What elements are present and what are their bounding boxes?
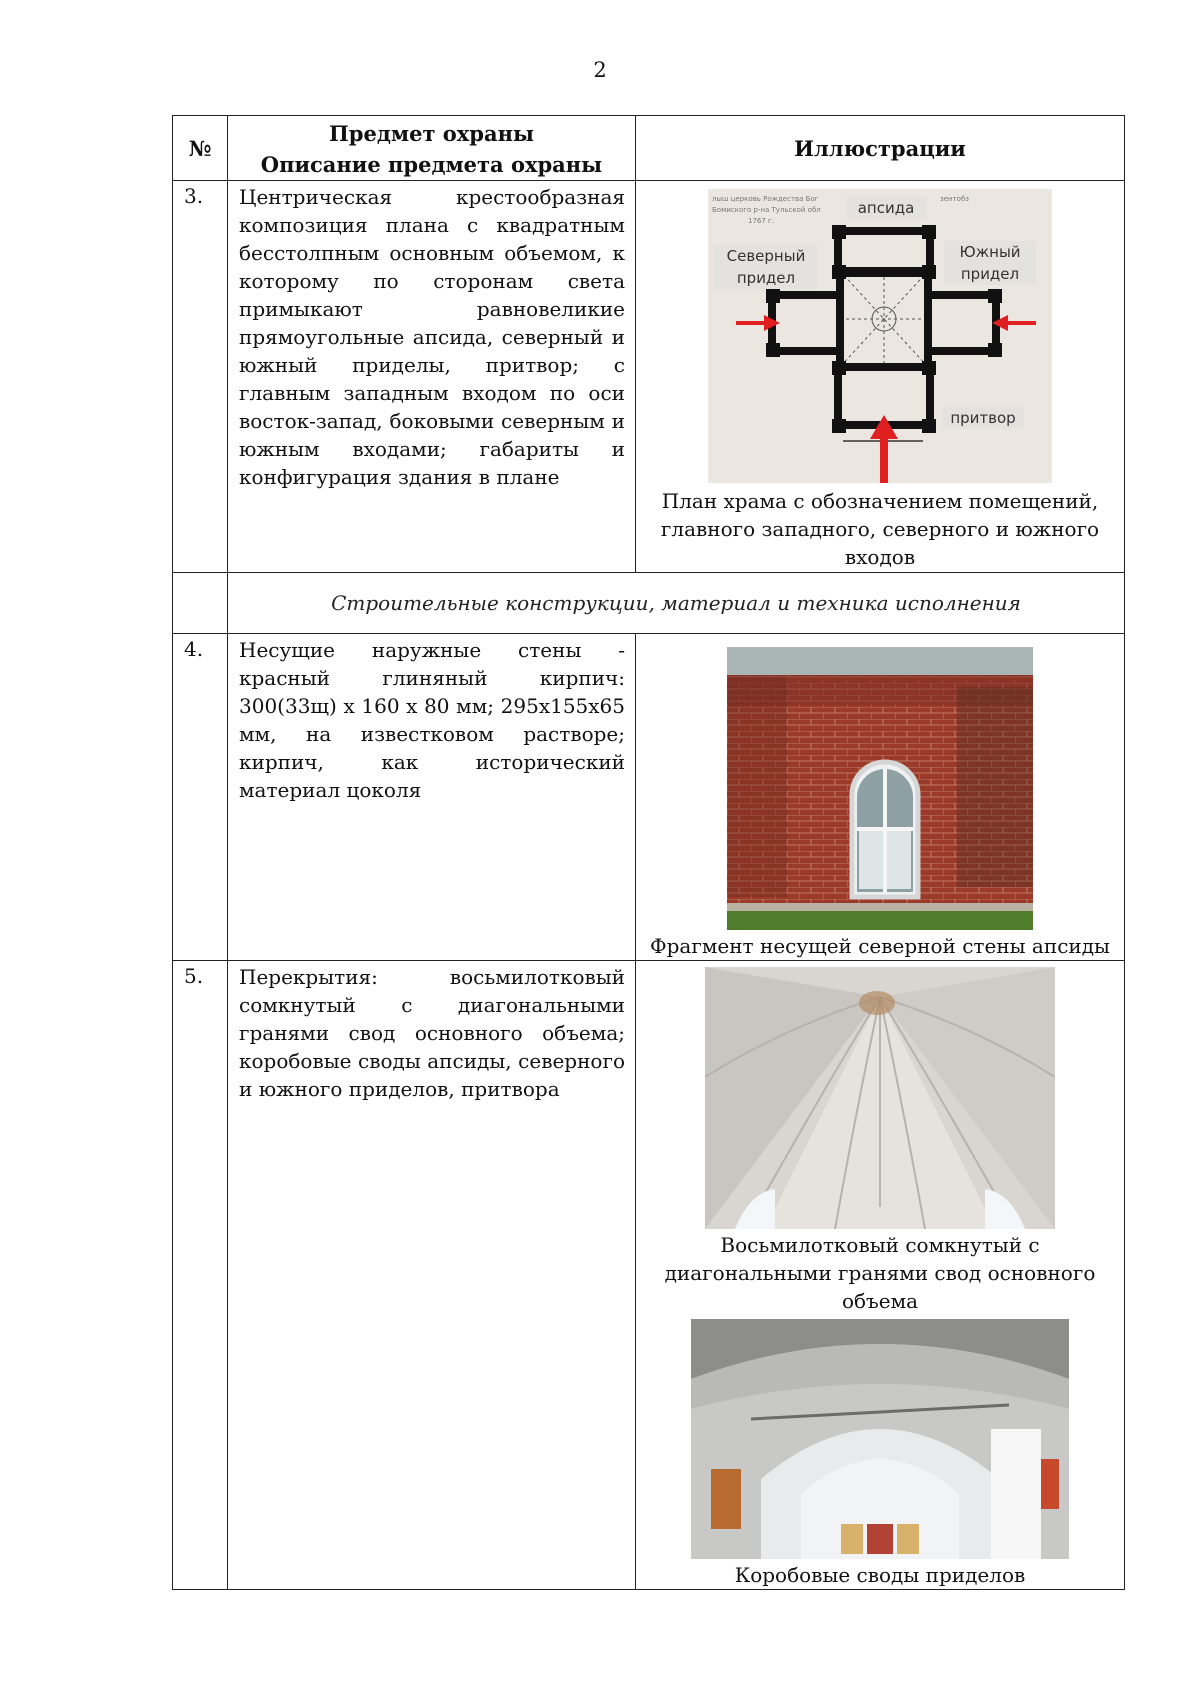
row-number: 5. — [173, 961, 228, 1590]
header-illustrations: Иллюстрации — [636, 116, 1125, 181]
row-number: 3. — [173, 181, 228, 573]
section-row — [173, 573, 1125, 634]
row-description: Перекрытия: восьмилотковый сомкнутый с диагональными гранями свод основного объема; коробовые своды апсиды, северного и южного приделов, притвора — [228, 961, 636, 1590]
plan-label-apse: апсида — [846, 197, 926, 219]
plan-caption: План храма с обозначением помещений, главного западного, северного и южного входов — [660, 489, 1100, 569]
barrel-vault-drawing — [691, 1319, 1069, 1559]
header-subject-line1: Предмет охраны — [328, 121, 535, 146]
plan-label-north-chapel: Северный придел — [714, 245, 818, 289]
church-plan-image — [708, 189, 1052, 483]
svg-text:1767 г.: 1767 г. — [748, 217, 774, 225]
row-description: Центрическая крестообразная композиция плана с квадратным бесстолпным основным объемом, к которому по сторонам света примыкают равновеликие прямоугольные апсида, северный и южный приделы, притвор; с главным западным входом по оси восток-запад, боковыми северным и южным входами; габариты и конфигурация здания в плане — [228, 181, 636, 573]
svg-text:лыш церковь Рождества Бог: лыш церковь Рождества Бог — [712, 195, 819, 203]
header-subject-line2: Описание предмета охраны — [260, 152, 603, 177]
plan-label-porch: притвор — [942, 407, 1024, 429]
row-description: Несущие наружные стены - красный глиняный кирпич: 300(33щ) х 160 х 80 мм; 295х155х65 мм, на известковом растворе; кирпич, как исторический материал цоколя — [228, 634, 636, 961]
table-header-row — [173, 116, 1125, 181]
svg-text:зентобз: зентобз — [940, 195, 970, 203]
header-subject — [228, 116, 636, 181]
vault-caption: Восьмилотковый сомкнутый с диагональными гранями свод основного объема — [664, 1233, 1096, 1313]
vault-drawing — [705, 967, 1055, 1229]
brick-wall-photo — [727, 647, 1033, 930]
protection-subject-table — [172, 115, 1125, 1590]
barrel-vaults-caption: Коробовые своды приделов — [734, 1563, 1026, 1587]
row-number: 4. — [173, 634, 228, 961]
svg-text:Бомиского р-на Тульской обл: Бомиского р-на Тульской обл — [712, 206, 821, 214]
brick-wall-drawing — [727, 647, 1033, 930]
page-number: 2 — [593, 58, 607, 82]
row-illustration — [636, 181, 1125, 573]
plan-drawing — [708, 189, 1052, 483]
header-number: № — [173, 116, 228, 181]
table-row — [173, 634, 1125, 961]
plan-label-south-chapel: Южный придел — [944, 241, 1036, 285]
table-row — [173, 181, 1125, 573]
barrel-vaults-photo — [691, 1319, 1069, 1559]
wall-caption: Фрагмент несущей северной стены апсиды — [650, 934, 1110, 958]
row-illustration — [636, 961, 1125, 1590]
eight-trough-vault-photo — [705, 967, 1055, 1229]
row-illustration — [636, 634, 1125, 961]
table-row — [173, 961, 1125, 1590]
section-empty-cell — [173, 573, 228, 634]
section-title: Строительные конструкции, материал и техника исполнения — [228, 573, 1125, 634]
